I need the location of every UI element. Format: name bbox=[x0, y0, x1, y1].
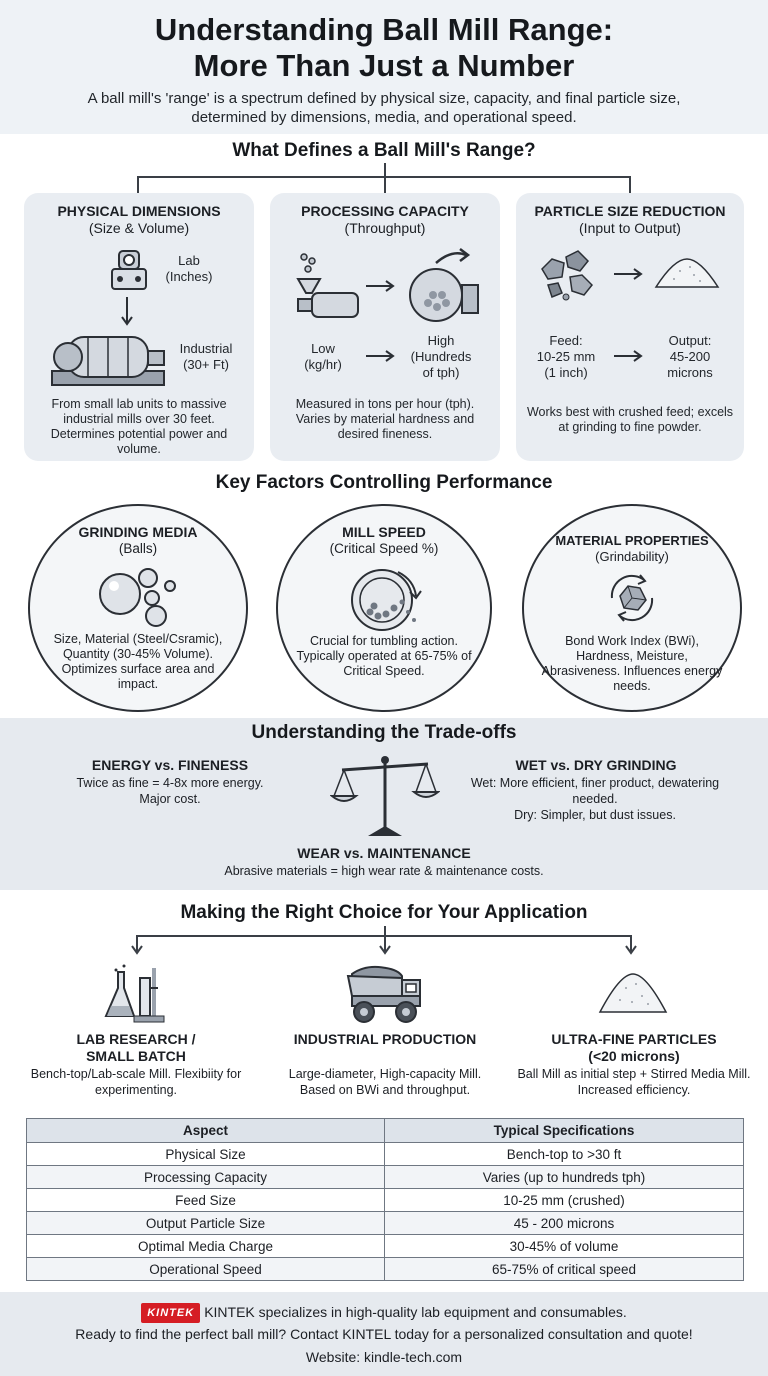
table-cell: Output Particle Size bbox=[27, 1212, 385, 1235]
choice-ultrafine-title: ULTRA-FINE PARTICLES (<20 microns) bbox=[551, 1031, 717, 1064]
factor-material-properties bbox=[522, 504, 742, 712]
grinding-balls-icon bbox=[90, 564, 186, 630]
industrial-label: Industrial (30+ Ft) bbox=[179, 341, 233, 372]
arrow-right-icon bbox=[366, 279, 396, 293]
table-cell: 65-75% of critical speed bbox=[385, 1258, 744, 1281]
arrow-right-icon bbox=[614, 267, 644, 281]
choice-industrial-desc: Large-diameter, High-capacity Mill. Based on BWi and throughput. bbox=[288, 1067, 482, 1097]
small-mill-icon bbox=[294, 249, 366, 329]
footer-line-2: Ready to find the perfect ball mill? Contact KINTEL today for a personalized consultation and quote! bbox=[75, 1326, 693, 1342]
wet-dry-desc: Wet: More efficient, finer product, dewatering needed. Dry: Simpler, but dust issues. bbox=[470, 776, 720, 822]
lab-mill-icon bbox=[104, 245, 154, 295]
footer-website[interactable]: Website: kindle-tech.com bbox=[305, 1349, 463, 1365]
table-row bbox=[27, 1258, 744, 1281]
card-description: Works best with crushed feed; excels at grinding to fine powder. bbox=[526, 405, 734, 434]
footer-line-1: KINTEK KINTEK specializes in high-quality lab equipment and consumables. bbox=[0, 1303, 768, 1323]
table-cell: 10-25 mm (crushed) bbox=[385, 1189, 744, 1212]
card-description: Measured in tons per hour (tph). Varies by material hardness and desired fineness. bbox=[295, 397, 475, 441]
connector bbox=[629, 176, 631, 193]
page-title-line-1: Understanding Ball Mill Range: bbox=[154, 12, 614, 47]
wear-maintenance-desc: Abrasive materials = high wear rate & maintenance costs. bbox=[224, 864, 544, 878]
factor-description: Bond Work Index (BWi), Hardness, Meisture, Abrasiveness. Influences energy needs. bbox=[541, 634, 723, 693]
wet-dry-title: WET vs. DRY GRINDING bbox=[515, 757, 677, 773]
choice-heading: Making the Right Choice for Your Application bbox=[180, 902, 588, 923]
card-particle-size-reduction bbox=[516, 193, 744, 461]
arrow-right-icon bbox=[366, 349, 396, 363]
table-cell: Varies (up to hundreds tph) bbox=[385, 1166, 744, 1189]
factors-heading: Key Factors Controlling Performance bbox=[215, 472, 553, 493]
kintek-logo: KINTEK bbox=[141, 1303, 200, 1323]
table-header-cell: Aspect bbox=[27, 1119, 385, 1143]
feed-size-label: Feed: 10-25 mm (1 inch) bbox=[536, 333, 596, 380]
card-processing-capacity bbox=[270, 193, 500, 461]
balance-scale-icon bbox=[330, 752, 440, 838]
energy-fineness-desc: Twice as fine = 4-8x more energy. Major cost. bbox=[76, 776, 264, 806]
factor-title: MATERIAL PROPERTIES bbox=[555, 533, 709, 548]
table-cell: 45 - 200 microns bbox=[385, 1212, 744, 1235]
table-cell: Optimal Media Charge bbox=[27, 1235, 385, 1258]
table-cell: Physical Size bbox=[27, 1143, 385, 1166]
choice-ultrafine-desc: Ball Mill as initial step + Stirred Media Mill. Increased efficiency. bbox=[517, 1067, 751, 1097]
wear-maintenance-title: WEAR vs. MAINTENANCE bbox=[297, 845, 471, 861]
tradeoffs-heading: Understanding the Trade-offs bbox=[251, 722, 517, 743]
card-subtitle: (Size & Volume) bbox=[88, 220, 190, 236]
powder-pile-icon bbox=[654, 255, 720, 291]
factor-title: MILL SPEED bbox=[342, 524, 426, 540]
lab-flask-icon bbox=[104, 964, 168, 1024]
factor-title: GRINDING MEDIA bbox=[78, 524, 198, 540]
card-title: PROCESSING CAPACITY bbox=[301, 203, 469, 219]
fine-powder-icon bbox=[598, 968, 668, 1016]
choice-industrial-title: INDUSTRIAL PRODUCTION bbox=[293, 1031, 477, 1047]
arrow-down-icon bbox=[377, 935, 393, 955]
crushed-rock-icon bbox=[536, 247, 600, 303]
table-row bbox=[27, 1143, 744, 1166]
factor-grinding-media bbox=[28, 504, 248, 712]
card-title: PHYSICAL DIMENSIONS bbox=[57, 203, 221, 219]
factor-subtitle: (Balls) bbox=[118, 541, 158, 556]
choice-lab-title: LAB RESEARCH / SMALL BATCH bbox=[76, 1031, 196, 1064]
table-cell: Feed Size bbox=[27, 1189, 385, 1212]
card-subtitle: (Input to Output) bbox=[579, 220, 681, 236]
factor-description: Size, Material (Steel/Csramic), Quantity (30-45% Volume). Optimizes surface area and impact. bbox=[53, 632, 223, 691]
mining-truck-icon bbox=[346, 960, 424, 1026]
table-header-cell: Typical Specifications bbox=[385, 1119, 744, 1143]
table-cell: 30-45% of volume bbox=[385, 1235, 744, 1258]
card-physical-dimensions bbox=[24, 193, 254, 461]
page-subtitle: A ball mill's 'range' is a spectrum defined by physical size, capacity, and final particle size, determined by dimensions, media, and operational speed. bbox=[87, 90, 681, 126]
connector bbox=[384, 163, 386, 177]
table-cell: Processing Capacity bbox=[27, 1166, 385, 1189]
table-header-row bbox=[27, 1119, 744, 1143]
high-capacity-label: High (Hundreds of tph) bbox=[410, 333, 472, 380]
table-row bbox=[27, 1235, 744, 1258]
page-title-line-2: More Than Just a Number bbox=[193, 48, 575, 83]
lab-label: Lab (Inches) bbox=[165, 253, 213, 284]
connector bbox=[137, 176, 139, 193]
table-row bbox=[27, 1212, 744, 1235]
rock-cycle-icon bbox=[604, 570, 660, 626]
page-title bbox=[0, 12, 768, 84]
output-size-label: Output: 45-200 microns bbox=[667, 333, 713, 380]
choice-lab-desc: Bench-top/Lab-scale Mill. Flexibiity for experimenting. bbox=[30, 1067, 242, 1097]
arrow-down-icon bbox=[129, 935, 145, 955]
defines-heading: What Defines a Ball Mill's Range? bbox=[232, 140, 536, 161]
energy-fineness-title: ENERGY vs. FINENESS bbox=[91, 757, 249, 773]
tumbling-mill-icon bbox=[344, 562, 430, 634]
card-description: From small lab units to massive industrial mills over 30 feet. Determines potential power and volume. bbox=[50, 397, 228, 456]
table-row bbox=[27, 1166, 744, 1189]
factor-mill-speed bbox=[276, 504, 492, 712]
table-cell: Operational Speed bbox=[27, 1258, 385, 1281]
arrow-down-icon bbox=[623, 935, 639, 955]
industrial-mill-icon bbox=[48, 327, 168, 397]
connector bbox=[384, 176, 386, 193]
spec-table bbox=[26, 1118, 744, 1281]
table-cell: Bench-top to >30 ft bbox=[385, 1143, 744, 1166]
card-subtitle: (Throughput) bbox=[344, 220, 426, 236]
card-title: PARTICLE SIZE REDUCTION bbox=[534, 203, 726, 219]
factor-subtitle: (Grindability) bbox=[595, 549, 669, 564]
factor-subtitle: (Critical Speed %) bbox=[329, 541, 439, 556]
table-row bbox=[27, 1189, 744, 1212]
arrow-down-icon bbox=[120, 297, 134, 327]
low-capacity-label: Low (kg/hr) bbox=[304, 341, 342, 372]
large-mill-icon bbox=[406, 245, 482, 329]
factor-description: Crucial for tumbling action. Typically operated at 65-75% of Critical Speed. bbox=[296, 634, 472, 678]
arrow-right-icon bbox=[614, 349, 644, 363]
